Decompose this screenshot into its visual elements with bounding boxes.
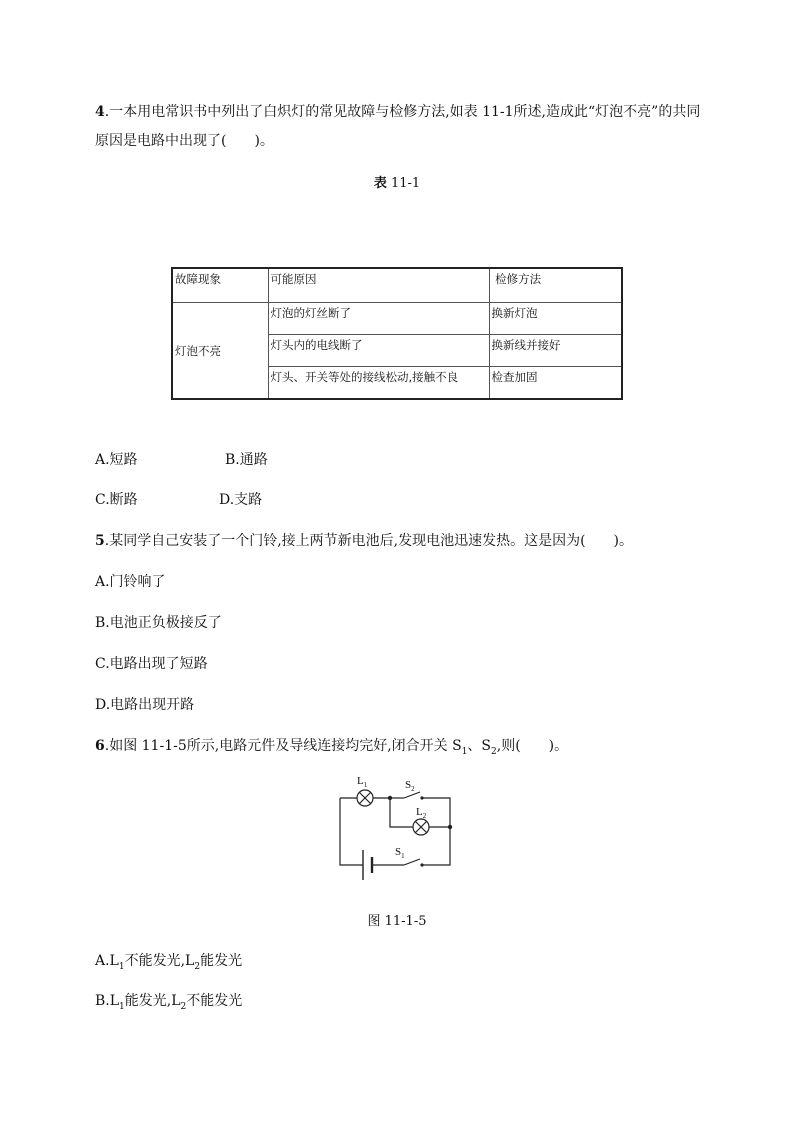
q4-option-a[interactable]: A.短路 <box>95 452 138 468</box>
table-caption-number: 11-1 <box>386 176 421 191</box>
figure-caption: 图 11-1-5 <box>367 914 427 929</box>
q6-option-a[interactable] <box>95 950 242 972</box>
switch-s1-blade <box>404 859 420 865</box>
q6-a-part2: 不能发光,L <box>124 953 195 969</box>
q6-sub1: 1 <box>461 746 468 757</box>
table-caption <box>0 172 794 191</box>
table-cell-fix: 换新灯泡 <box>489 303 622 335</box>
table-cell-cause: 灯头内的电线断了 <box>268 335 489 367</box>
q5-number: 5 <box>95 533 105 549</box>
q4-text: .一本用电常识书中列出了白炽灯的常见故障与检修方法,如表 11-1所述,造成此“灯泡不亮”的共同 <box>104 104 701 120</box>
q6-text-line <box>95 735 568 757</box>
table-cell-cause: 灯头、开关等处的接线松动,接触不良 <box>268 367 489 400</box>
wire-left <box>340 798 363 865</box>
q6-a-part1: A.L <box>95 953 119 969</box>
q6-number: 6 <box>95 738 105 754</box>
q6-sub2: 2 <box>491 746 497 757</box>
q6-a-sub2: 2 <box>194 961 201 972</box>
circuit-diagram <box>330 770 465 885</box>
label-s2: $S_2$ <box>405 779 415 793</box>
table-cell-fix: 换新线并接好 <box>489 335 622 367</box>
q5-option-b[interactable]: B.电池正负极接反了 <box>95 615 222 631</box>
table-cell-cause: 灯泡的灯丝断了 <box>268 303 489 335</box>
wire-l2-left <box>390 798 413 827</box>
q5-text: .某同学自己安装了一个门铃,接上两节新电池后,发现电池迅速发热。这是因为( )。 <box>104 533 634 549</box>
q5-option-c[interactable]: C.电路出现了短路 <box>95 656 208 672</box>
q5-option-a[interactable]: A.门铃响了 <box>95 574 166 590</box>
q6-b-sub2: 2 <box>180 1001 187 1012</box>
q4-text-line1 <box>95 101 700 121</box>
q4-option-c[interactable]: C.断路 <box>95 492 138 508</box>
q6-text-mid: 、S <box>467 738 492 754</box>
table-header-symptom: 故障现象 <box>172 268 268 303</box>
q5-option-d[interactable]: D.电路出现开路 <box>95 697 195 713</box>
table-caption-label: 表 <box>373 176 387 191</box>
q6-b-sub1: 1 <box>119 1001 125 1012</box>
q5-text-line <box>95 530 633 550</box>
q4-option-b[interactable]: B.通路 <box>225 452 268 468</box>
q6-option-b[interactable] <box>95 990 242 1012</box>
label-l1: $L_1$ <box>357 775 368 789</box>
table-row <box>172 303 622 335</box>
q6-b-part2: 能发光,L <box>124 993 181 1009</box>
q6-a-sub1: 1 <box>118 961 125 972</box>
q4-number: 4 <box>95 104 105 120</box>
table-header-row <box>172 268 622 303</box>
label-s1: $S_1$ <box>395 846 405 860</box>
table-header-cause: 可能原因 <box>268 268 489 303</box>
table-cell-fix: 检查加固 <box>489 367 622 400</box>
label-l2: $L_2$ <box>416 806 427 820</box>
q6-a-part3: 能发光 <box>200 953 243 969</box>
junction-dot-left <box>388 796 392 800</box>
q4-text-line2: 原因是电路中出现了( )。 <box>95 133 274 149</box>
switch-s1-contact <box>420 863 423 866</box>
q6-b-part1: B.L <box>95 993 120 1009</box>
table-cell-symptom: 灯泡不亮 <box>172 303 268 400</box>
q6-text-after: ,则( )。 <box>496 738 569 754</box>
table-header-fix: 检修方法 <box>489 268 622 303</box>
fault-table <box>171 267 623 400</box>
q4-option-d[interactable]: D.支路 <box>219 492 263 508</box>
switch-s2-contact <box>420 796 423 799</box>
q6-text-before: .如图 11-1-5所示,电路元件及导线连接均完好,闭合开关 S <box>104 738 462 754</box>
junction-dot-right <box>448 825 452 829</box>
q6-b-part3: 不能发光 <box>186 993 243 1009</box>
